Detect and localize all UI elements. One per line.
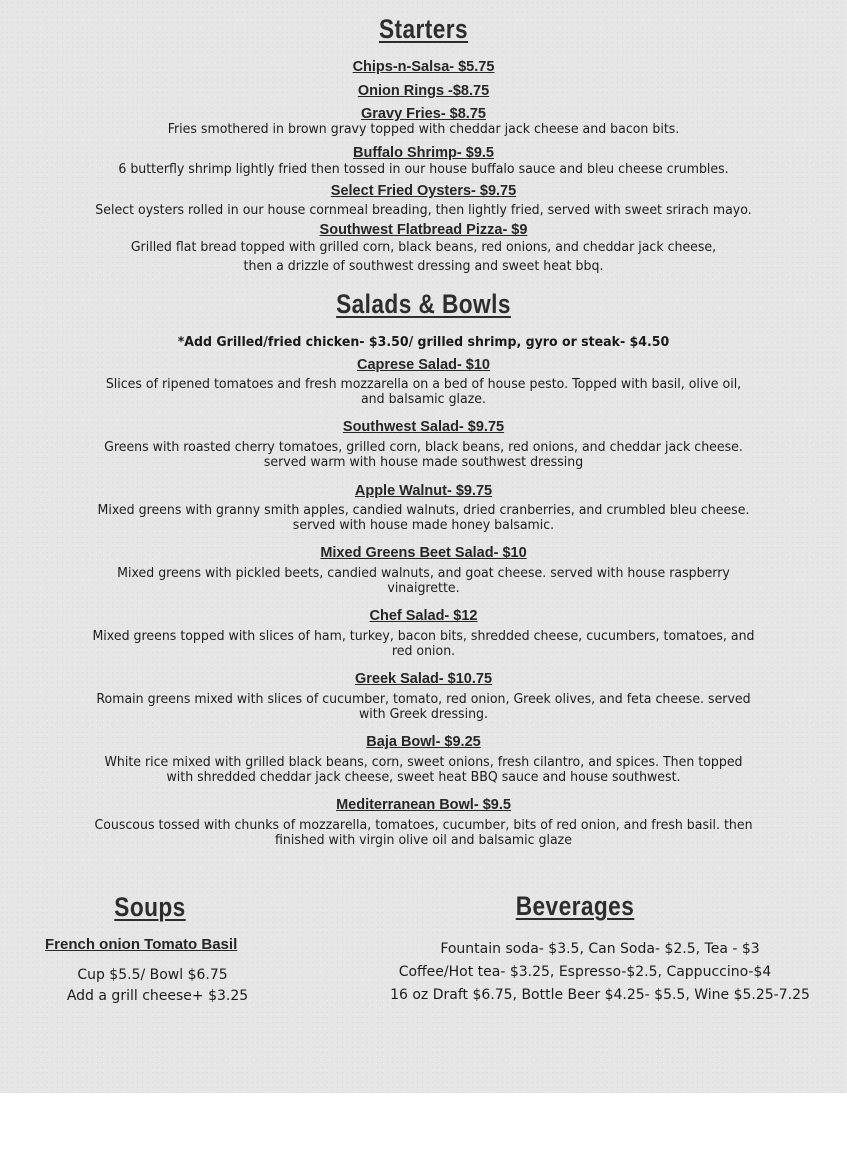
beverage-line-1: Fountain soda- $3.5, Can Soda- $2.5, Tea - $3	[440, 941, 760, 957]
salad-item-name: Baja Bowl- $9.25	[366, 734, 481, 750]
salad-item-name: Caprese Salad- $10	[357, 357, 490, 373]
starter-item-name: Southwest Flatbread Pizza- $9	[319, 222, 528, 238]
soup-prices: Cup $5.5/ Bowl $6.75	[77, 967, 228, 983]
salad-item-desc-line2: finished with virgin olive oil and balsamic glaze	[275, 832, 572, 848]
starter-item-name: Buffalo Shrimp- $9.5	[353, 145, 494, 161]
salad-item-name: Chef Salad- $12	[369, 608, 478, 624]
salad-item-desc: Greens with roasted cherry tomatoes, grilled corn, black beans, red onions, and cheddar jack cheese.	[104, 439, 743, 455]
starter-item-name: Onion Rings -$8.75	[357, 83, 490, 99]
salad-item-desc-line2: served with house made honey balsamic.	[292, 517, 555, 533]
salad-item-name: Apple Walnut- $9.75	[354, 483, 493, 499]
salad-item-desc: Mixed greens topped with slices of ham, turkey, bacon bits, shredded cheese, cucumbers, tomatoes, and	[92, 628, 755, 644]
starter-item-desc: Select oysters rolled in our house cornmeal breading, then lightly fried, served with sweet srirach mayo.	[95, 202, 752, 218]
salad-item-name: Greek Salad- $10.75	[354, 671, 493, 687]
salad-item-desc-line2: served warm with house made southwest dressing	[263, 454, 584, 470]
salad-item-desc-line2: and balsamic glaze.	[360, 391, 487, 407]
salad-item-name: Mediterranean Bowl- $9.5	[336, 797, 511, 813]
salad-item-desc: Romain greens mixed with slices of cucumber, tomato, red onion, Greek olives, and feta cheese. served	[96, 691, 751, 707]
beverages-heading: Beverages	[515, 891, 635, 921]
salads-heading: Salads & Bowls	[336, 289, 511, 319]
salad-item-desc-line2: red onion.	[391, 643, 456, 659]
starter-item-desc: Fries smothered in brown gravy topped with cheddar jack cheese and bacon bits.	[167, 121, 680, 137]
starter-item-desc-line2: then a drizzle of southwest dressing and sweet heat bbq.	[243, 258, 604, 274]
salad-item-name: Mixed Greens Beet Salad- $10	[320, 545, 527, 561]
add-protein-note: *Add Grilled/fried chicken- $3.50/ grilled shrimp, gyro or steak- $4.50	[177, 334, 670, 350]
salad-item-desc: Mixed greens with pickled beets, candied walnuts, and goat cheese. served with house raspberry	[117, 565, 730, 581]
starter-item-name: Select Fried Oysters- $9.75	[330, 183, 517, 199]
beverage-line-3: 16 oz Draft $6.75, Bottle Beer $4.25- $5.5, Wine $5.25-7.25	[390, 987, 810, 1003]
salad-item-name: Southwest Salad- $9.75	[342, 419, 505, 435]
starter-item-name: Gravy Fries- $8.75	[361, 106, 486, 122]
salad-item-desc-line2: with shredded cheddar jack cheese, sweet heat BBQ sauce and house southwest.	[166, 769, 681, 785]
starters-heading: Starters	[378, 14, 469, 44]
salad-item-desc: White rice mixed with grilled black beans, corn, sweet onions, fresh cilantro, and spices. Then topped	[104, 754, 743, 770]
salad-item-desc-line2: vinaigrette.	[387, 580, 460, 596]
starter-item-desc: Grilled flat bread topped with grilled corn, black beans, red onions, and cheddar jack cheese,	[130, 239, 717, 255]
salad-item-desc: Mixed greens with granny smith apples, candied walnuts, dried cranberries, and crumbled bleu cheese.	[97, 502, 750, 518]
soup-name: French onion Tomato Basil	[45, 936, 238, 953]
starter-item-desc: 6 butterfly shrimp lightly fried then tossed in our house buffalo sauce and bleu cheese crumbles.	[118, 161, 729, 177]
salad-item-desc-line2: with Greek dressing.	[358, 706, 489, 722]
salad-item-desc: Couscous tossed with chunks of mozzarella, tomatoes, cucumber, bits of red onion, and fresh basil. then	[94, 817, 753, 833]
beverage-line-2: Coffee/Hot tea- $3.25, Espresso-$2.5, Cappuccino-$4	[398, 964, 772, 980]
salad-item-desc: Slices of ripened tomatoes and fresh mozzarella on a bed of house pesto. Topped with basil, olive oil,	[105, 376, 742, 392]
starter-item-name: Chips-n-Salsa- $5.75	[352, 59, 495, 75]
soup-addon: Add a grill cheese+ $3.25	[66, 988, 249, 1004]
soups-heading: Soups	[114, 892, 186, 922]
